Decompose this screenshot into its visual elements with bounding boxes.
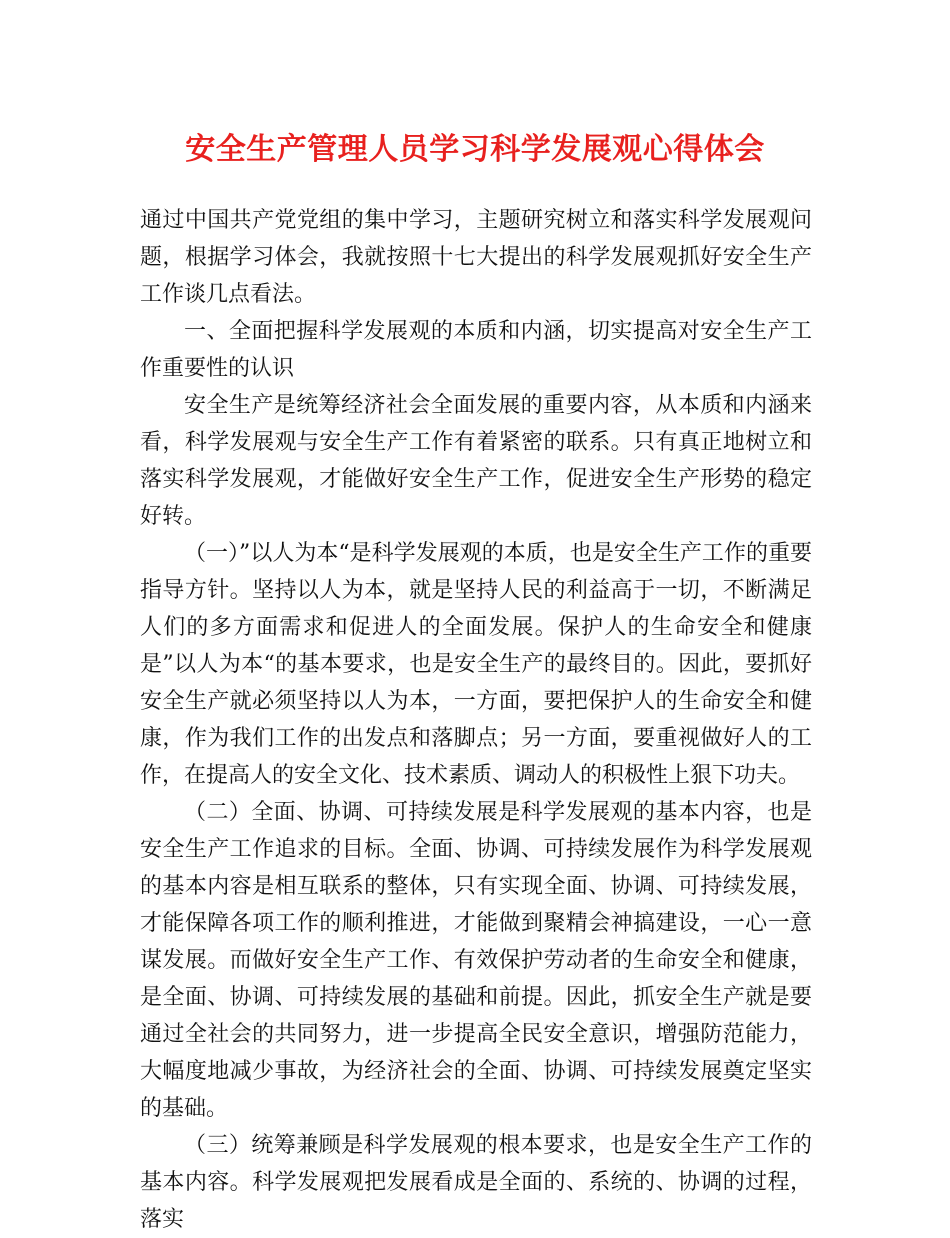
paragraph-point-3: （三）统筹兼顾是科学发展观的根本要求，也是安全生产工作的基本内容。科学发展观把发展看成是全面的、系统的、协调的过程，落实 [140, 1133, 812, 1232]
paragraph-point-2: （二）全面、协调、可持续发展是科学发展观的基本内容，也是安全生产工作追求的目标。全面、协调、可持续发展作为科学发展观的基本内容是相互联系的整体，只有实现全面、协调、可持续发展，才能保障各项工作的顺利推进，才能做到聚精会神搞建设，一心一意谋发展。而做好安全生产工作、有效保护劳动者的生命安全和健康，是全面、协调、可持续发展的基础和前提。因此，抓安全生产就是要通过全社会的共同努力，进一步提高全民安全意识，增强防范能力，大幅度地减少事故，为经济社会的全面、协调、可持续发展奠定坚实的基础。 [140, 800, 812, 1121]
paragraph-section-1: 安全生产是统筹经济社会全面发展的重要内容，从本质和内涵来看，科学发展观与安全生产工作有着紧密的联系。只有真正地树立和落实科学发展观，才能做好安全生产工作，促进安全生产形势的稳定好转。 [140, 393, 812, 529]
paragraph-intro: 通过中国共产党党组的集中学习，主题研究树立和落实科学发展观问题，根据学习体会，我就按照十七大提出的科学发展观抓好安全生产工作谈几点看法。 [140, 208, 812, 307]
section-heading-1: 一、全面把握科学发展观的本质和内涵，切实提高对安全生产工作重要性的认识 [140, 319, 812, 381]
document-body [140, 202, 812, 1238]
document-title: 安全生产管理人员学习科学发展观心得体会 [185, 132, 765, 167]
paragraph-point-1: （一）”以人为本“是科学发展观的本质，也是安全生产工作的重要指导方针。坚持以人为本，就是坚持人民的利益高于一切，不断满足人们的多方面需求和促进人的全面发展。保护人的生命安全和健康是”以人为本“的基本要求，也是安全生产的最终目的。因此，要抓好安全生产就必须坚持以人为本，一方面，要把保护人的生命安全和健康，作为我们工作的出发点和落脚点；另一方面，要重视做好人的工作，在提高人的安全文化、技术素质、调动人的积极性上狠下功夫。 [140, 541, 812, 788]
